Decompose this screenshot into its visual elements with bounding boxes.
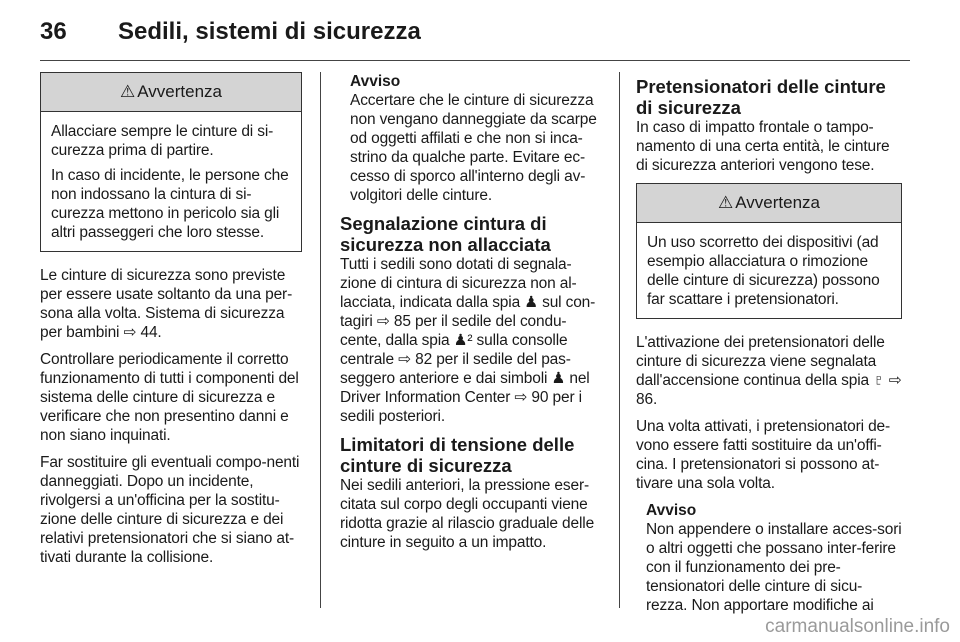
warning-box [636,183,902,319]
page-header [40,14,910,54]
warning-header [41,73,301,112]
column-2 [340,72,602,560]
column-3 [636,72,902,623]
column-1 [40,72,302,575]
body-paragraph: L'attivazione dei pretensionatori delle cinture di sicurezza viene segnalata dall'accensione continua della spia ♇ ⇨ 86. [636,334,902,408]
warning-title: Avvertenza [735,193,820,212]
body-paragraph: Far sostituire gli eventuali compo-nenti danneggiati. Dopo un incidente, rivolgersi a un'officina per la sostitu-zione delle cinture di sicurezza e dei relativi pretensionatori che si siano at-tivati durante la collisione. [40,454,300,566]
column-divider-right [619,72,620,608]
warning-text: Un uso scorretto dei dispositivi (ad esempio allacciatura o rimozione delle cinture di sicurezza) possono far scattare i pretensionatori. [647,234,880,308]
note-text: Non appendere o installare acces-sori o altri oggetti che possano inter-ferire con il funzionamento dei pre-tensionatori delle cinture di sicu-rezza. Non apportare modifiche ai [646,521,902,614]
warning-header [637,184,901,223]
header-divider [40,60,910,61]
page-number: 36 [40,18,67,45]
warning-triangle-icon: ⚠ [718,193,734,212]
warning-text: In caso di incidente, le persone che non indossano la cintura di si-curezza mettono in pericolo sia gli altri passeggeri che loro stesse. [51,167,289,241]
page-title: Sedili, sistemi di sicurezza [118,18,421,45]
note-title: Avviso [646,502,697,519]
body-paragraph: Una volta attivati, i pretensionatori de-vono essere fatti sostituire da un'offi-cina. I pretensionatori si possono at-tivare una sola volta. [636,418,891,492]
section-text: Tutti i sedili sono dotati di segnala-zione di cintura di sicurezza non al-lacciata, indicata dalla spia ♟ sul con-tagiri ⇨ 85 per il sedile del condu-cente, dalla spia ♟² sulla consolle centrale ⇨ 82 per il sedile del pas-seggero anteriore e dai simboli ♟ nel Driver Information Center ⇨ 90 per i sedili posteriori. [340,256,596,425]
note-block [636,501,902,615]
section-heading: Pretensionatori delle cinture di sicurezza [636,76,886,118]
warning-text: Allacciare sempre le cinture di si-curezza prima di partire. [51,123,274,159]
warning-triangle-icon: ⚠ [120,82,136,101]
section-heading: Limitatori di tensione delle cinture di sicurezza [340,434,575,476]
section-text: Nei sedili anteriori, la pressione eser-citata sul corpo degli occupanti viene ridotta grazie al rilascio graduale delle cinture in seguito a un impatto. [340,477,595,551]
warning-body [41,112,301,251]
section-text: In caso di impatto frontale o tampo-namento di una certa entità, le cinture di sicurezza anteriori vengono tese. [636,119,890,174]
section-heading: Segnalazione cintura di sicurezza non allacciata [340,213,551,255]
note-title: Avviso [350,73,401,90]
note-text: Accertare che le cinture di sicurezza non vengano danneggiate da scarpe od oggetti affilati e che non si inca-strino da qualche parte. Evitare ec-cesso di sporco all'interno degli av-volgitori delle cinture. [350,92,597,204]
warning-title: Avvertenza [137,82,222,101]
note-block [340,72,602,205]
warning-box [40,72,302,252]
column-divider-left [320,72,321,608]
body-paragraph: Le cinture di sicurezza sono previste per essere usate soltanto da una per-sona alla volta. Sistema di sicurezza per bambini ⇨ 44. [40,267,293,341]
body-paragraph: Controllare periodicamente il corretto funzionamento di tutti i componenti del sistema delle cinture di sicurezza e verificare che non presentino danni e non siano inquinati. [40,351,299,444]
watermark: carmanualsonline.info [765,616,950,637]
warning-body [637,223,901,318]
